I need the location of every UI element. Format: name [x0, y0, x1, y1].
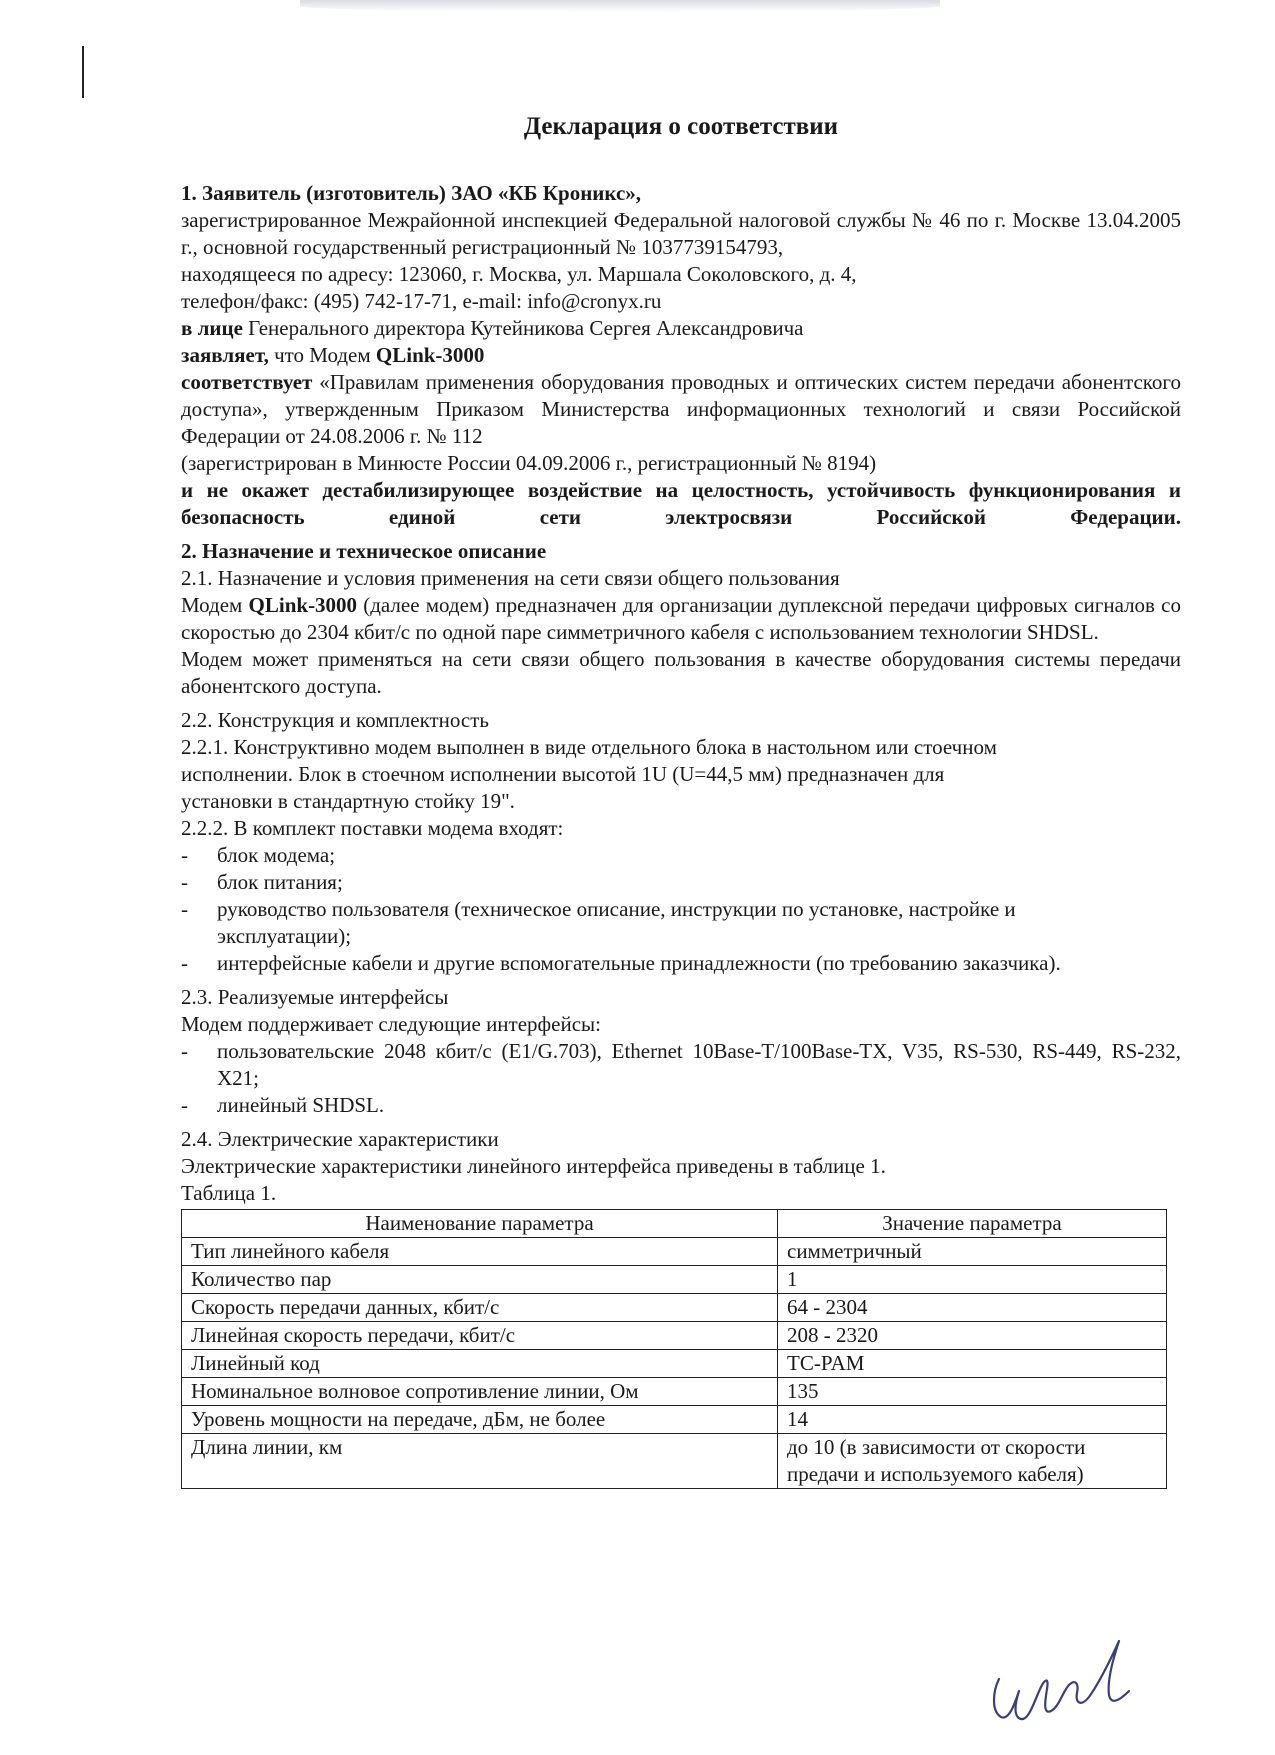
s2-2-1-line2: исполнении. Блок в стоечном исполнении высотой 1U (U=44,5 мм) предназначен для	[181, 762, 945, 786]
table-row	[182, 1238, 1167, 1266]
param-value: до 10 (в зависимости от скорости предачи и используемого кабеля)	[778, 1434, 1167, 1489]
handwritten-signature	[985, 1633, 1135, 1728]
param-name: Уровень мощности на передаче, дБм, не более	[182, 1406, 778, 1434]
s1-declares: заявляет, что Модем QLink-3000	[181, 343, 485, 367]
s1-heading: 1. Заявитель (изготовитель) ЗАО «КБ Кроникс»,	[181, 181, 642, 205]
param-name: Номинальное волновое сопротивление линии, Ом	[182, 1378, 778, 1406]
table-row	[182, 1322, 1167, 1350]
param-name: Скорость передачи данных, кбит/с	[182, 1294, 778, 1322]
param-name: Линейный код	[182, 1350, 778, 1378]
kit-list	[181, 842, 1181, 977]
margin-mark	[82, 46, 84, 98]
s2-3-heading: 2.3. Реализуемые интерфейсы	[181, 985, 449, 1009]
table-row	[182, 1406, 1167, 1434]
table-header: Значение параметра	[778, 1210, 1167, 1238]
interface-item: - линейный SHDSL.	[181, 1092, 1181, 1119]
s2-2-1-line1: 2.2.1. Конструктивно модем выполнен в виде отдельного блока в настольном или стоечном	[181, 735, 997, 759]
param-value: 14	[778, 1406, 1167, 1434]
param-value: 135	[778, 1378, 1167, 1406]
s1-complies: соответствует «Правилам применения оборудования проводных и оптических систем передачи абонентского доступа», утвержденным Приказом Министерства информационных технологий и связи Российской Федерации от 24.08.2006 г. № 112	[181, 370, 1181, 448]
kit-item: - блок питания;	[181, 869, 1181, 896]
table-row	[182, 1350, 1167, 1378]
table-row	[182, 1434, 1167, 1489]
s2-modem-description: Модем QLink-3000 (далее модем) предназначен для организации дуплексной передачи цифровых сигналов со скоростью до 2304 кбит/с по одной паре симметричного кабеля с использованием технологии SHDSL.	[181, 593, 1181, 644]
s2-1-heading: 2.1. Назначение и условия применения на сети связи общего пользования	[181, 566, 840, 590]
scan-edge-shadow	[300, 0, 940, 12]
table-row	[182, 1294, 1167, 1322]
s2-elec-text: Электрические характеристики линейного интерфейса приведены в таблице 1.	[181, 1154, 886, 1178]
param-name: Количество пар	[182, 1266, 778, 1294]
interface-list	[181, 1038, 1181, 1119]
s2-4-heading: 2.4. Электрические характеристики	[181, 1127, 499, 1151]
s1-no-impact: и не окажет дестабилизирующее воздействие на целостность, устойчивость функционирования и безопасность единой сети электросвязи Российской Федерации.	[181, 478, 1181, 529]
param-value: 208 - 2320	[778, 1322, 1167, 1350]
document-title: Декларация о соответствии	[523, 113, 839, 140]
kit-item: - блок модема;	[181, 842, 1181, 869]
kit-item: - интерфейсные кабели и другие вспомогательные принадлежности (по требованию заказчика).	[181, 950, 1181, 977]
param-name: Длина линии, км	[182, 1434, 778, 1489]
param-value: 64 - 2304	[778, 1294, 1167, 1322]
s1-person: в лице Генерального директора Кутейникова Сергея Александровича	[181, 316, 804, 340]
table-row	[182, 1266, 1167, 1294]
document-body	[181, 180, 1181, 1489]
s2-usage: Модем может применяться на сети связи общего пользования в качестве оборудования системы передачи абонентского доступа.	[181, 647, 1181, 698]
s1-registration: зарегистрированное Межрайонной инспекцией Федеральной налоговой службы № 46 по г. Москве 13.04.2005 г., основной государственный регистрационный № 1037739154793,	[181, 208, 1181, 259]
s1-phone: телефон/факс: (495) 742-17-71, e-mail: info@cronyx.ru	[181, 289, 662, 313]
s2-iface-intro: Модем поддерживает следующие интерфейсы:	[181, 1012, 601, 1036]
param-name: Тип линейного кабеля	[182, 1238, 778, 1266]
params-table	[181, 1209, 1167, 1489]
param-value: 1	[778, 1266, 1167, 1294]
s2-2-1-line3: установки в стандартную стойку 19".	[181, 789, 515, 813]
table-header-row	[182, 1210, 1167, 1238]
param-value: TC-PAM	[778, 1350, 1167, 1378]
interface-item: - пользовательские 2048 кбит/с (E1/G.703), Ethernet 10Base-T/100Base-TX, V35, RS-530, RS-449, RS-232, X21;	[181, 1038, 1181, 1092]
table-header: Наименование параметра	[182, 1210, 778, 1238]
table-row	[182, 1378, 1167, 1406]
s1-registered: (зарегистрирован в Минюсте России 04.09.2006 г., регистрационный № 8194)	[181, 451, 877, 475]
kit-item: - руководство пользователя (техническое описание, инструкции по установке, настройке и эксплуатации);	[181, 896, 1102, 950]
table-caption: Таблица 1.	[181, 1181, 277, 1205]
param-value: симметричный	[778, 1238, 1167, 1266]
s2-2-heading: 2.2. Конструкция и комплектность	[181, 708, 490, 732]
s1-address: находящееся по адресу: 123060, г. Москва, ул. Маршала Соколовского, д. 4,	[181, 262, 857, 286]
s2-heading: 2. Назначение и техническое описание	[181, 539, 547, 563]
s2-2-2-heading: 2.2.2. В комплект поставки модема входят:	[181, 816, 564, 840]
param-name: Линейная скорость передачи, кбит/с	[182, 1322, 778, 1350]
